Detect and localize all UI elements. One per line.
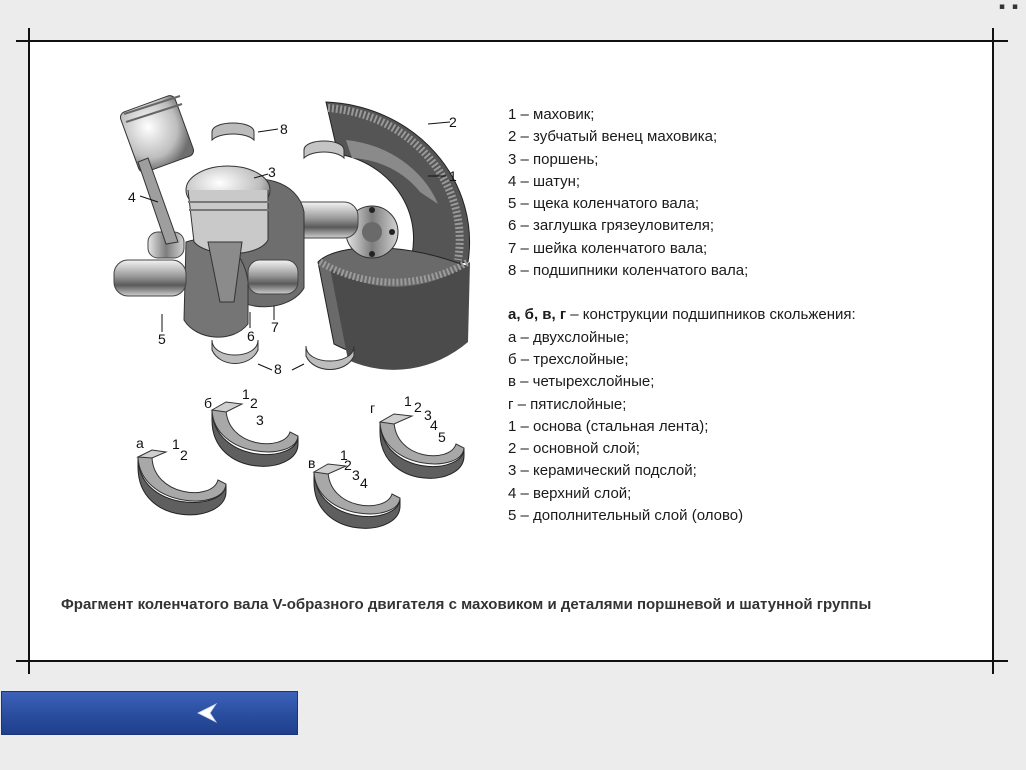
legend-item: б – трехслойные; — [508, 350, 629, 368]
legend-item: 5 – дополнительный слой (олово) — [508, 507, 744, 525]
legend-item: 8 – подшипники коленчатого вала; — [508, 262, 749, 280]
callout-label: 7 — [271, 319, 279, 335]
layer-label: 3 — [256, 412, 264, 428]
layer-label: 3 — [424, 407, 432, 423]
bearing-letter: а — [136, 435, 144, 451]
callout-label: 8 — [274, 361, 282, 377]
legend-item: в – четырехслойные; — [508, 373, 655, 391]
legend-item: 4 – верхний слой; — [508, 484, 632, 502]
layer-label: 1 — [340, 447, 348, 463]
layer-label: 3 — [352, 467, 360, 483]
layer-label: 2 — [250, 395, 258, 411]
callout-label: 6 — [247, 328, 255, 344]
callout-label: 2 — [449, 114, 457, 130]
legend-item: 3 – керамический подслой; — [508, 462, 697, 480]
callout-label: 5 — [158, 331, 166, 347]
back-button[interactable] — [1, 691, 298, 735]
layer-label: 5 — [438, 429, 446, 445]
legend-item: 3 – поршень; — [508, 150, 599, 168]
legend-item: 1 – основа (стальная лента); — [508, 417, 709, 435]
layer-label: 1 — [404, 393, 412, 409]
legend-item: 2 – основной слой; — [508, 440, 640, 458]
callout-label: 3 — [268, 164, 276, 180]
layer-label: 2 — [414, 399, 422, 415]
bearing-letter: г — [370, 400, 376, 416]
bearing-b — [204, 386, 298, 466]
layer-label: 2 — [344, 457, 352, 473]
legend-heading-text: – конструкции подшипников скольжения: — [566, 306, 856, 324]
legend-item: 1 – маховик; — [508, 106, 595, 123]
crankshaft-illustration — [108, 92, 488, 542]
frame-left-line — [28, 28, 30, 674]
legend-item: 5 – щека коленчатого вала; — [508, 195, 699, 213]
minimize-icon[interactable]: ▪ — [998, 2, 1008, 12]
legend-item: а – двухслойные; — [508, 328, 629, 346]
callout-label: 1 — [449, 168, 457, 184]
legend-heading-bold: а, б, в, г — [508, 306, 567, 324]
layer-label: 4 — [430, 417, 438, 433]
callout-label: 4 — [128, 189, 136, 205]
legend-item: 7 – шейка коленчатого вала; — [508, 239, 708, 257]
layer-label: 4 — [360, 475, 368, 491]
layer-label: 2 — [180, 447, 188, 463]
figure-caption: Фрагмент коленчатого вала V-образного двигателя с маховиком и деталями поршневой и шатунной группы — [61, 596, 872, 613]
legend-heading — [508, 304, 928, 326]
legend-item: г – пятислойные; — [508, 395, 627, 413]
callout-label: 8 — [280, 121, 288, 137]
window-controls[interactable] — [999, 2, 1020, 12]
legend-item: 6 – заглушка грязеуловителя; — [508, 217, 715, 235]
layer-label: 1 — [172, 436, 180, 452]
close-icon[interactable]: ▪ — [1011, 2, 1020, 12]
legend-item: 4 – шатун; — [508, 172, 581, 190]
bearing-letter: б — [204, 395, 213, 411]
frame-right-line — [992, 28, 994, 674]
legend-item: 2 – зубчатый венец маховика; — [508, 128, 718, 146]
bearing-g — [370, 393, 464, 478]
bearing-a — [136, 435, 226, 515]
bearing-v — [308, 447, 400, 528]
left-arrow-icon — [196, 703, 218, 723]
legend — [508, 104, 928, 527]
bearing-letter: в — [308, 455, 316, 471]
frame-bottom-line — [16, 660, 1008, 662]
frame-top-line — [16, 40, 1008, 42]
layer-label: 1 — [242, 386, 250, 402]
